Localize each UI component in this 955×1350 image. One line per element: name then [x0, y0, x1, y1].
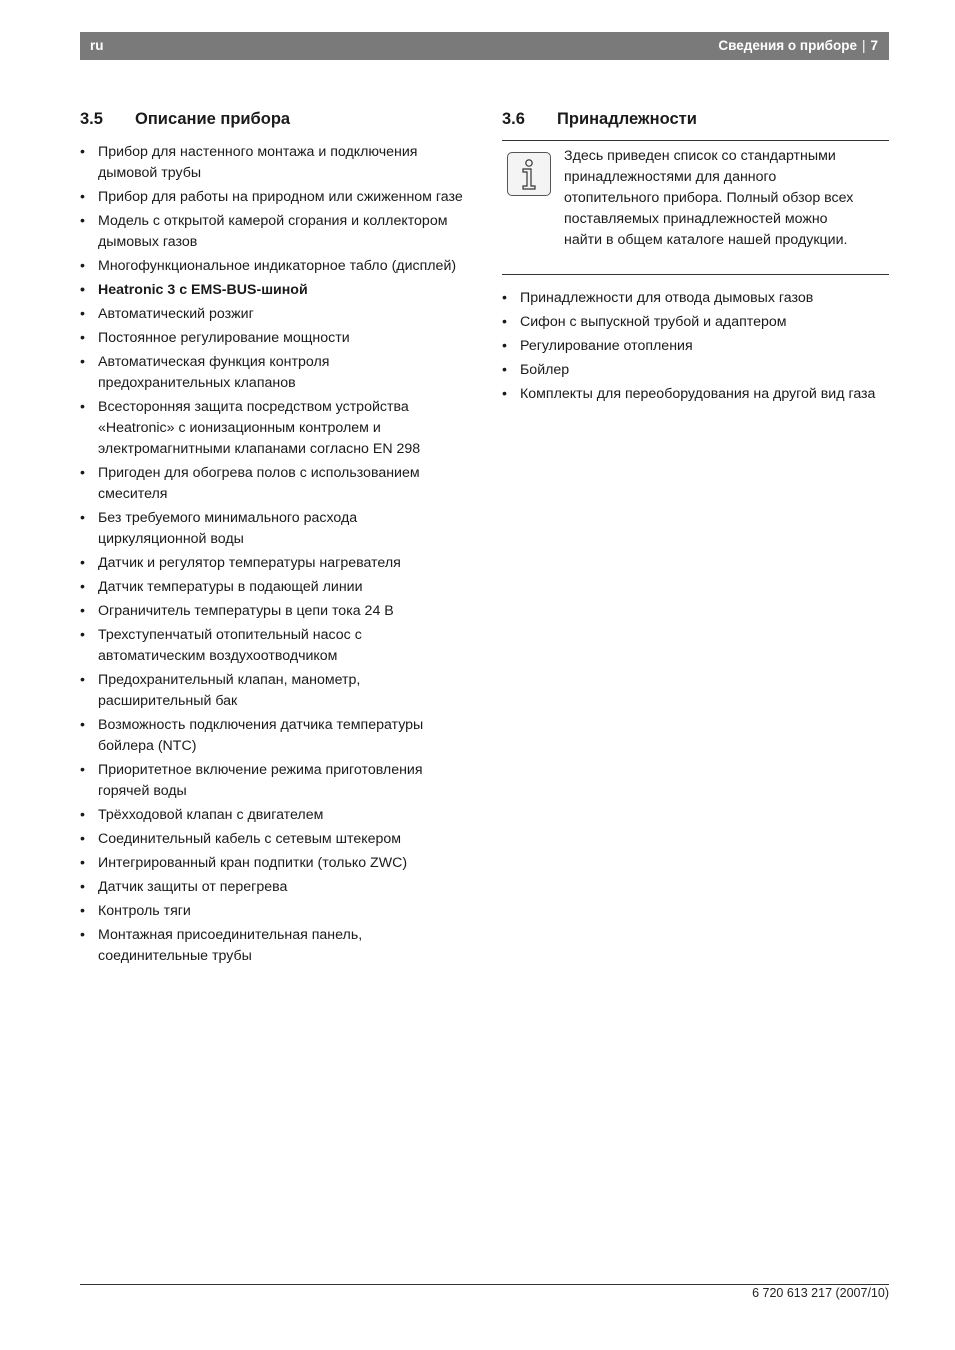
list-item: • Сифон с выпускной трубой и адаптером [502, 312, 889, 333]
section-device-description [80, 108, 465, 970]
feature-list [80, 142, 465, 967]
language-code: ru [90, 38, 104, 53]
list-item: • Всесторонняя защита посредством устройства «Heatronic» с ионизационным контролем и электромагнитными клапанами согласно EN 298 [80, 397, 465, 460]
page-number: 7 [870, 38, 878, 53]
list-item: • Датчик температуры в подающей линии [80, 577, 465, 598]
accessory-list [502, 288, 889, 405]
list-item: • Модель с открытой камерой сгорания и коллектором дымовых газов [80, 211, 465, 253]
section-accessories [502, 108, 889, 408]
list-item: • Приоритетное включение режима приготовления горячей воды [80, 760, 465, 802]
note-text: Здесь приведен список со стандартными принадлежностями для данного отопительного прибора. Полный обзор всех поставляемых принадлежностей можно найти в общем каталоге нашей продукции. [564, 148, 854, 248]
list-item: • Прибор для работы на природном или сжиженном газе [80, 187, 465, 208]
info-note [502, 140, 889, 275]
list-item: • Ограничитель температуры в цепи тока 24 В [80, 601, 465, 622]
list-item: • Датчик защиты от перегрева [80, 877, 465, 898]
list-item: • Предохранительный клапан, манометр, расширительный бак [80, 670, 465, 712]
section-heading [80, 108, 465, 132]
list-item: • Интегрированный кран подпитки (только ZWC) [80, 853, 465, 874]
list-item: • Автоматический розжиг [80, 304, 465, 325]
page-header [80, 32, 889, 60]
list-item: • Автоматическая функция контроля предохранительных клапанов [80, 352, 465, 394]
list-item: • Регулирование отопления [502, 336, 889, 357]
header-section [718, 38, 878, 53]
list-item: • Постоянное регулирование мощности [80, 328, 465, 349]
footer-divider [80, 1284, 889, 1285]
section-title: Описание прибора [135, 110, 291, 128]
section-title: Принадлежности [557, 110, 697, 128]
list-item: • Контроль тяги [80, 901, 465, 922]
document-number: 6 720 613 217 (2007/10) [752, 1286, 889, 1300]
list-item: • Бойлер [502, 360, 889, 381]
list-item: • Соединительный кабель с сетевым штекером [80, 829, 465, 850]
info-icon [507, 152, 551, 196]
list-item: • Без требуемого минимального расхода циркуляционной воды [80, 508, 465, 550]
list-item: • Прибор для настенного монтажа и подключения дымовой трубы [80, 142, 465, 184]
list-item: • Комплекты для переоборудования на другой вид газа [502, 384, 889, 405]
list-item: • Пригоден для обогрева полов с использованием смесителя [80, 463, 465, 505]
section-number: 3.6 [502, 110, 525, 128]
list-item: • Принадлежности для отвода дымовых газов [502, 288, 889, 309]
list-item: • Трёхходовой клапан с двигателем [80, 805, 465, 826]
section-heading [502, 108, 889, 132]
section-number: 3.5 [80, 110, 103, 128]
list-item: • Возможность подключения датчика температуры бойлера (NTC) [80, 715, 465, 757]
list-item: • Монтажная присоединительная панель, соединительные трубы [80, 925, 465, 967]
list-item: • Трехступенчатый отопительный насос с автоматическим воздухоотводчиком [80, 625, 465, 667]
header-section-title: Сведения о приборе [718, 38, 857, 53]
header-separator: | [861, 38, 866, 53]
list-item: • Многофункциональное индикаторное табло (дисплей) [80, 256, 465, 277]
list-item: • Датчик и регулятор температуры нагревателя [80, 553, 465, 574]
list-item: • Heatronic 3 с EMS-BUS-шиной [80, 280, 465, 301]
